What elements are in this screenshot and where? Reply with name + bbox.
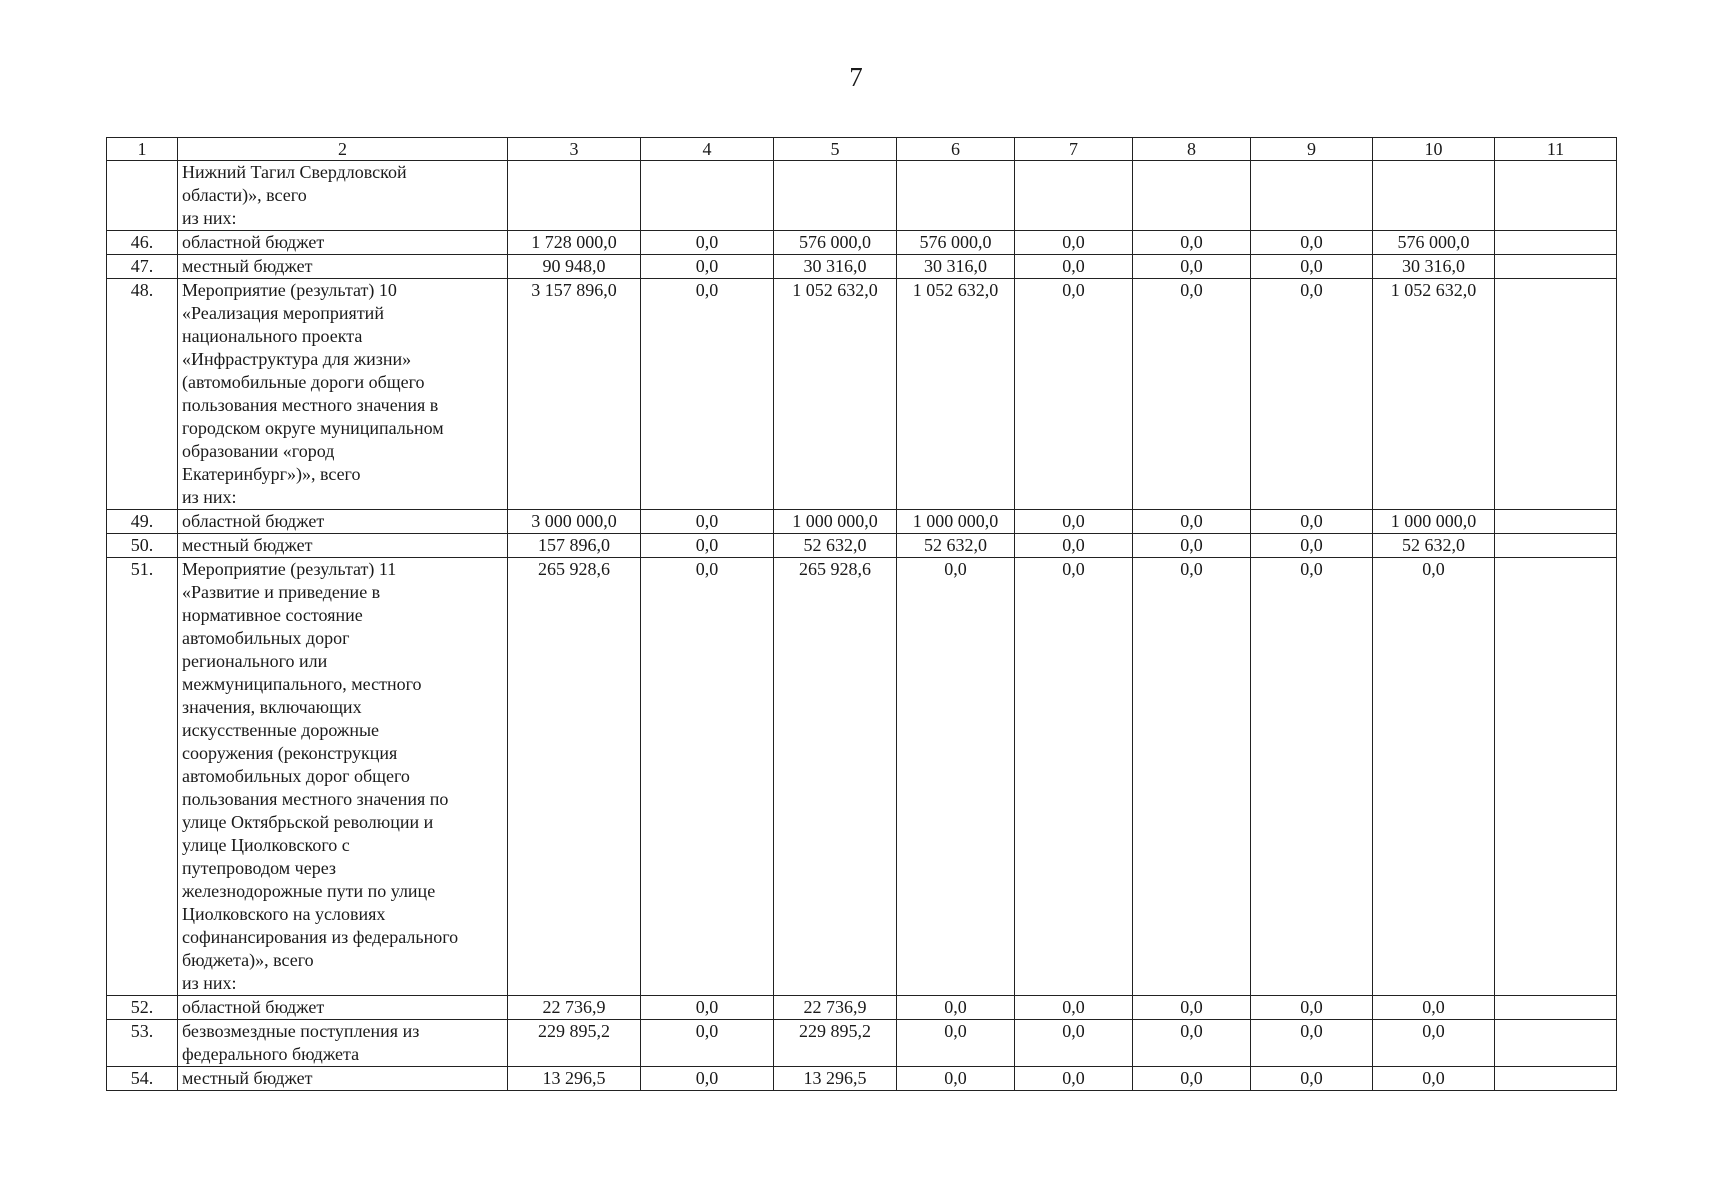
value-cell: 0,0 (1133, 231, 1251, 255)
value-cell: 1 000 000,0 (897, 510, 1015, 534)
row-number: 52. (107, 996, 178, 1020)
value-cell: 0,0 (1015, 279, 1133, 510)
value-cell (1495, 1067, 1617, 1091)
value-cell: 0,0 (641, 996, 774, 1020)
value-cell: 0,0 (1133, 255, 1251, 279)
header-cell: 6 (897, 138, 1015, 161)
value-cell (1373, 161, 1495, 231)
value-cell: 0,0 (1373, 558, 1495, 996)
value-cell (1495, 1020, 1617, 1067)
value-cell: 0,0 (1133, 996, 1251, 1020)
value-cell (1495, 996, 1617, 1020)
header-cell: 1 (107, 138, 178, 161)
header-cell: 3 (508, 138, 641, 161)
value-cell (1495, 231, 1617, 255)
value-cell (1251, 161, 1373, 231)
row-label: областной бюджет (178, 231, 508, 255)
row-number: 50. (107, 534, 178, 558)
value-cell: 0,0 (1251, 279, 1373, 510)
value-cell (641, 161, 774, 231)
page-number: 7 (849, 62, 863, 92)
value-cell: 0,0 (1251, 558, 1373, 996)
value-cell: 0,0 (897, 558, 1015, 996)
value-cell: 157 896,0 (508, 534, 641, 558)
value-cell (1495, 279, 1617, 510)
value-cell: 0,0 (1015, 1067, 1133, 1091)
value-cell (1495, 510, 1617, 534)
table-row (107, 996, 1617, 1020)
value-cell: 229 895,2 (508, 1020, 641, 1067)
value-cell: 0,0 (641, 510, 774, 534)
value-cell (1495, 255, 1617, 279)
table-row (107, 534, 1617, 558)
row-number: 48. (107, 279, 178, 510)
value-cell: 0,0 (1133, 1020, 1251, 1067)
value-cell: 1 728 000,0 (508, 231, 641, 255)
value-cell: 0,0 (897, 996, 1015, 1020)
value-cell: 0,0 (1015, 996, 1133, 1020)
value-cell: 0,0 (1373, 1020, 1495, 1067)
row-label: местный бюджет (178, 255, 508, 279)
value-cell: 0,0 (1373, 1067, 1495, 1091)
value-cell: 1 000 000,0 (1373, 510, 1495, 534)
value-cell: 22 736,9 (774, 996, 897, 1020)
value-cell: 576 000,0 (1373, 231, 1495, 255)
row-label: областной бюджет (178, 510, 508, 534)
value-cell: 90 948,0 (508, 255, 641, 279)
header-cell: 8 (1133, 138, 1251, 161)
row-number: 53. (107, 1020, 178, 1067)
value-cell: 576 000,0 (897, 231, 1015, 255)
value-cell: 1 000 000,0 (774, 510, 897, 534)
value-cell (774, 161, 897, 231)
row-number: 49. (107, 510, 178, 534)
header-cell: 7 (1015, 138, 1133, 161)
value-cell: 0,0 (1251, 255, 1373, 279)
value-cell: 0,0 (641, 558, 774, 996)
row-label: местный бюджет (178, 1067, 508, 1091)
value-cell: 265 928,6 (774, 558, 897, 996)
row-number: 46. (107, 231, 178, 255)
value-cell: 0,0 (1251, 1020, 1373, 1067)
value-cell: 30 316,0 (774, 255, 897, 279)
value-cell: 52 632,0 (897, 534, 1015, 558)
value-cell: 1 052 632,0 (774, 279, 897, 510)
table-row (107, 558, 1617, 996)
row-number: 51. (107, 558, 178, 996)
header-cell: 2 (178, 138, 508, 161)
value-cell: 0,0 (1133, 1067, 1251, 1091)
value-cell: 0,0 (641, 255, 774, 279)
value-cell (1495, 534, 1617, 558)
row-number: 54. (107, 1067, 178, 1091)
value-cell (1133, 161, 1251, 231)
row-number (107, 161, 178, 231)
row-label: Мероприятие (результат) 10 «Реализация мероприятий национального проекта «Инфраструктура для жизни» (автомобильные дороги общего пользования местного значения в городском округе муниципальном образовании «город Екатеринбург»)», всего из них: (178, 279, 508, 510)
row-label: областной бюджет (178, 996, 508, 1020)
value-cell (1495, 558, 1617, 996)
row-label: местный бюджет (178, 534, 508, 558)
value-cell: 30 316,0 (897, 255, 1015, 279)
value-cell: 0,0 (1251, 534, 1373, 558)
table-row (107, 1067, 1617, 1091)
header-cell: 11 (1495, 138, 1617, 161)
value-cell (897, 161, 1015, 231)
row-label: Мероприятие (результат) 11 «Развитие и приведение в нормативное состояние автомобильных дорог регионального или межмуниципального, местного значения, включающих искусственные дорожные сооружения (реконструкция автомобильных дорог общего пользования местного значения по улице Октябрьской революции и улице Циолковского с путепроводом через железнодорожные пути по улице Циолковского на условиях софинансирования из федерального бюджета)», всего из них: (178, 558, 508, 996)
value-cell: 0,0 (1015, 558, 1133, 996)
header-cell: 4 (641, 138, 774, 161)
value-cell: 0,0 (897, 1020, 1015, 1067)
table-header-row (107, 138, 1617, 161)
value-cell: 1 052 632,0 (1373, 279, 1495, 510)
value-cell: 0,0 (897, 1067, 1015, 1091)
value-cell: 3 000 000,0 (508, 510, 641, 534)
value-cell: 0,0 (1251, 996, 1373, 1020)
value-cell: 0,0 (1133, 279, 1251, 510)
value-cell: 0,0 (641, 1067, 774, 1091)
table-row (107, 279, 1617, 510)
value-cell: 0,0 (1133, 534, 1251, 558)
budget-table (106, 137, 1617, 1091)
row-label: Нижний Тагил Свердловской области)», всего из них: (178, 161, 508, 231)
header-cell: 5 (774, 138, 897, 161)
value-cell: 22 736,9 (508, 996, 641, 1020)
row-number: 47. (107, 255, 178, 279)
value-cell: 0,0 (641, 1020, 774, 1067)
table-row (107, 255, 1617, 279)
row-label: безвозмездные поступления из федерального бюджета (178, 1020, 508, 1067)
value-cell: 0,0 (1133, 510, 1251, 534)
value-cell: 0,0 (1015, 255, 1133, 279)
value-cell: 0,0 (1251, 1067, 1373, 1091)
value-cell (508, 161, 641, 231)
value-cell: 0,0 (1015, 534, 1133, 558)
table-row (107, 161, 1617, 231)
value-cell: 576 000,0 (774, 231, 897, 255)
value-cell: 0,0 (1133, 558, 1251, 996)
header-cell: 10 (1373, 138, 1495, 161)
value-cell: 0,0 (1251, 510, 1373, 534)
value-cell: 13 296,5 (508, 1067, 641, 1091)
table-row (107, 510, 1617, 534)
value-cell: 3 157 896,0 (508, 279, 641, 510)
value-cell: 52 632,0 (1373, 534, 1495, 558)
value-cell: 13 296,5 (774, 1067, 897, 1091)
value-cell: 0,0 (1373, 996, 1495, 1020)
value-cell: 265 928,6 (508, 558, 641, 996)
value-cell (1015, 161, 1133, 231)
value-cell: 0,0 (641, 534, 774, 558)
value-cell: 0,0 (641, 231, 774, 255)
table-row (107, 231, 1617, 255)
value-cell: 0,0 (1251, 231, 1373, 255)
value-cell (1495, 161, 1617, 231)
value-cell: 0,0 (1015, 1020, 1133, 1067)
value-cell: 0,0 (1015, 510, 1133, 534)
value-cell: 52 632,0 (774, 534, 897, 558)
value-cell: 1 052 632,0 (897, 279, 1015, 510)
value-cell: 0,0 (1015, 231, 1133, 255)
header-cell: 9 (1251, 138, 1373, 161)
value-cell: 0,0 (641, 279, 774, 510)
table-row (107, 1020, 1617, 1067)
value-cell: 30 316,0 (1373, 255, 1495, 279)
value-cell: 229 895,2 (774, 1020, 897, 1067)
